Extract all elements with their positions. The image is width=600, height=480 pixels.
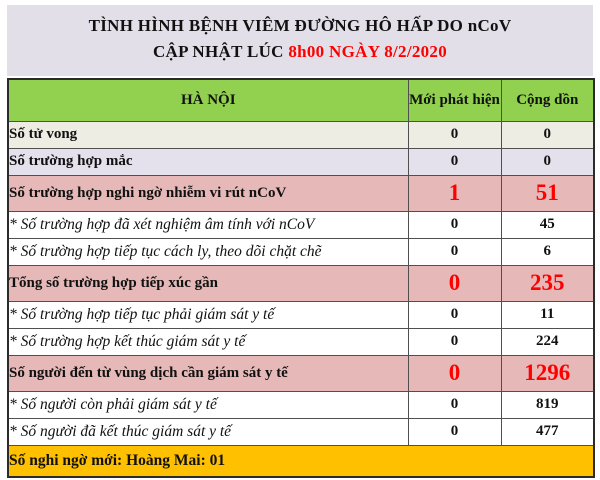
row-label: Tổng số trường hợp tiếp xúc gần <box>8 265 408 301</box>
value-new: 0 <box>408 418 501 445</box>
value-new: 0 <box>408 355 501 391</box>
value-new: 0 <box>408 121 501 148</box>
table-row <box>8 175 594 211</box>
col-header-new-cases: Mới phát hiện <box>408 79 501 121</box>
value-new: 0 <box>408 211 501 238</box>
col-header-region: HÀ NỘI <box>8 79 408 121</box>
footer-note: Số nghi ngờ mới: Hoàng Mai: 01 <box>8 445 594 477</box>
row-label: Số tử vong <box>8 121 408 148</box>
table-row <box>8 355 594 391</box>
value-cumulative: 1296 <box>501 355 594 391</box>
value-new: 0 <box>408 301 501 328</box>
table-row <box>8 418 594 445</box>
row-label: * Số trường hợp tiếp tục phải giám sát y tế <box>8 301 408 328</box>
value-new: 1 <box>408 175 501 211</box>
table-row <box>8 211 594 238</box>
row-label: * Số trường hợp tiếp tục cách ly, theo dõi chặt chẽ <box>8 238 408 265</box>
table-row <box>8 148 594 175</box>
table-row <box>8 238 594 265</box>
value-new: 0 <box>408 328 501 355</box>
value-cumulative: 235 <box>501 265 594 301</box>
table-row <box>8 391 594 418</box>
header-row <box>8 79 594 121</box>
report-title-block <box>7 5 593 76</box>
table-row <box>8 265 594 301</box>
value-cumulative: 224 <box>501 328 594 355</box>
row-label: Số trường hợp nghi ngờ nhiễm vi rút nCoV <box>8 175 408 211</box>
row-label: Số trường hợp mắc <box>8 148 408 175</box>
value-cumulative: 477 <box>501 418 594 445</box>
table-row <box>8 301 594 328</box>
update-label: CẬP NHẬT LÚC <box>152 42 289 61</box>
row-label: Số người đến từ vùng dịch cần giám sát y tế <box>8 355 408 391</box>
value-cumulative: 11 <box>501 301 594 328</box>
value-new: 0 <box>408 148 501 175</box>
value-new: 0 <box>408 238 501 265</box>
stats-table-body <box>8 121 594 477</box>
table-row <box>8 121 594 148</box>
row-label: * Số trường hợp đã xét nghiệm âm tính với nCoV <box>8 211 408 238</box>
value-cumulative: 0 <box>501 121 594 148</box>
stats-table-header <box>8 79 594 121</box>
value-cumulative: 6 <box>501 238 594 265</box>
value-cumulative: 45 <box>501 211 594 238</box>
footer-note-row <box>8 445 594 477</box>
row-label: * Số trường hợp kết thúc giám sát y tế <box>8 328 408 355</box>
table-row <box>8 328 594 355</box>
col-header-cumulative: Cộng dồn <box>501 79 594 121</box>
value-new: 0 <box>408 265 501 301</box>
report-title: TÌNH HÌNH BỆNH VIÊM ĐƯỜNG HÔ HẤP DO nCoV <box>88 16 512 35</box>
value-new: 0 <box>408 391 501 418</box>
report-subtitle <box>7 39 593 65</box>
update-time: 8h00 NGÀY 8/2/2020 <box>288 42 448 61</box>
row-label: * Số người đã kết thúc giám sát y tế <box>8 418 408 445</box>
value-cumulative: 51 <box>501 175 594 211</box>
stats-table <box>7 78 595 478</box>
value-cumulative: 819 <box>501 391 594 418</box>
row-label: * Số người còn phải giám sát y tế <box>8 391 408 418</box>
value-cumulative: 0 <box>501 148 594 175</box>
